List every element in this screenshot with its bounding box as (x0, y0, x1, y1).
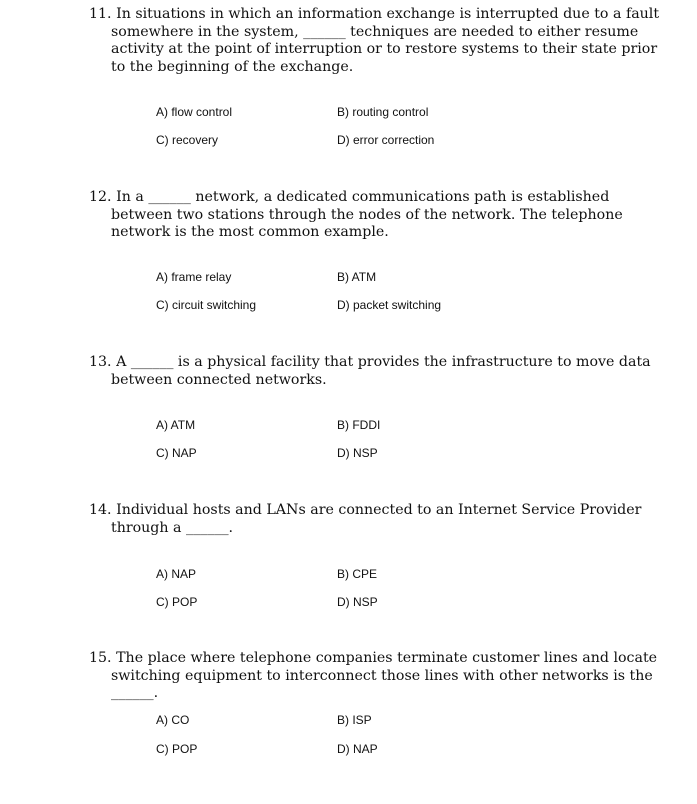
question-number: 14. (89, 502, 112, 518)
question-text: The place where telephone companies terminate customer lines and locate switching equipment to interconnect those lines with other networks is the ______. (111, 650, 658, 701)
option-a[interactable]: A) flow control (156, 105, 233, 119)
question-text: In situations in which an information exchange is interrupted due to a fault somewhere in the system, ______ techniques are needed to either resume activity at the point of interruption or to restore systems to their state prior to the beginning of the exchange. (111, 6, 660, 75)
option-a[interactable]: A) frame relay (156, 270, 232, 284)
question-13 (89, 354, 669, 389)
option-d[interactable]: D) NSP (337, 446, 378, 460)
question-number: 12. (89, 189, 112, 205)
question-text: In a ______ network, a dedicated communications path is established between two stations through the nodes of the network. The telephone network is the most common example. (111, 189, 623, 240)
option-d[interactable]: D) packet switching (337, 298, 442, 312)
option-a[interactable]: A) ATM (156, 418, 196, 432)
option-c[interactable]: C) recovery (156, 133, 219, 147)
question-11 (89, 6, 669, 76)
option-d[interactable]: D) NAP (337, 742, 378, 756)
option-b[interactable]: B) CPE (337, 567, 378, 581)
question-15 (89, 650, 669, 703)
option-b[interactable]: B) ATM (337, 270, 377, 284)
question-number: 15. (89, 650, 112, 666)
option-d[interactable]: D) NSP (337, 595, 378, 609)
option-a[interactable]: A) NAP (156, 567, 197, 581)
question-12 (89, 189, 669, 242)
question-text: Individual hosts and LANs are connected to an Internet Service Provider through a ______. (111, 502, 642, 536)
option-c[interactable]: C) POP (156, 742, 198, 756)
option-b[interactable]: B) FDDI (337, 418, 381, 432)
option-d[interactable]: D) error correction (337, 133, 435, 147)
question-14 (89, 502, 669, 537)
option-a[interactable]: A) CO (156, 713, 190, 727)
question-text: A ______ is a physical facility that provides the infrastructure to move data between connected networks. (111, 354, 651, 388)
question-number: 13. (89, 354, 112, 370)
option-b[interactable]: B) ISP (337, 713, 372, 727)
option-c[interactable]: C) circuit switching (156, 298, 257, 312)
question-number: 11. (89, 6, 112, 22)
option-c[interactable]: C) POP (156, 595, 198, 609)
option-b[interactable]: B) routing control (337, 105, 429, 119)
option-c[interactable]: C) NAP (156, 446, 197, 460)
